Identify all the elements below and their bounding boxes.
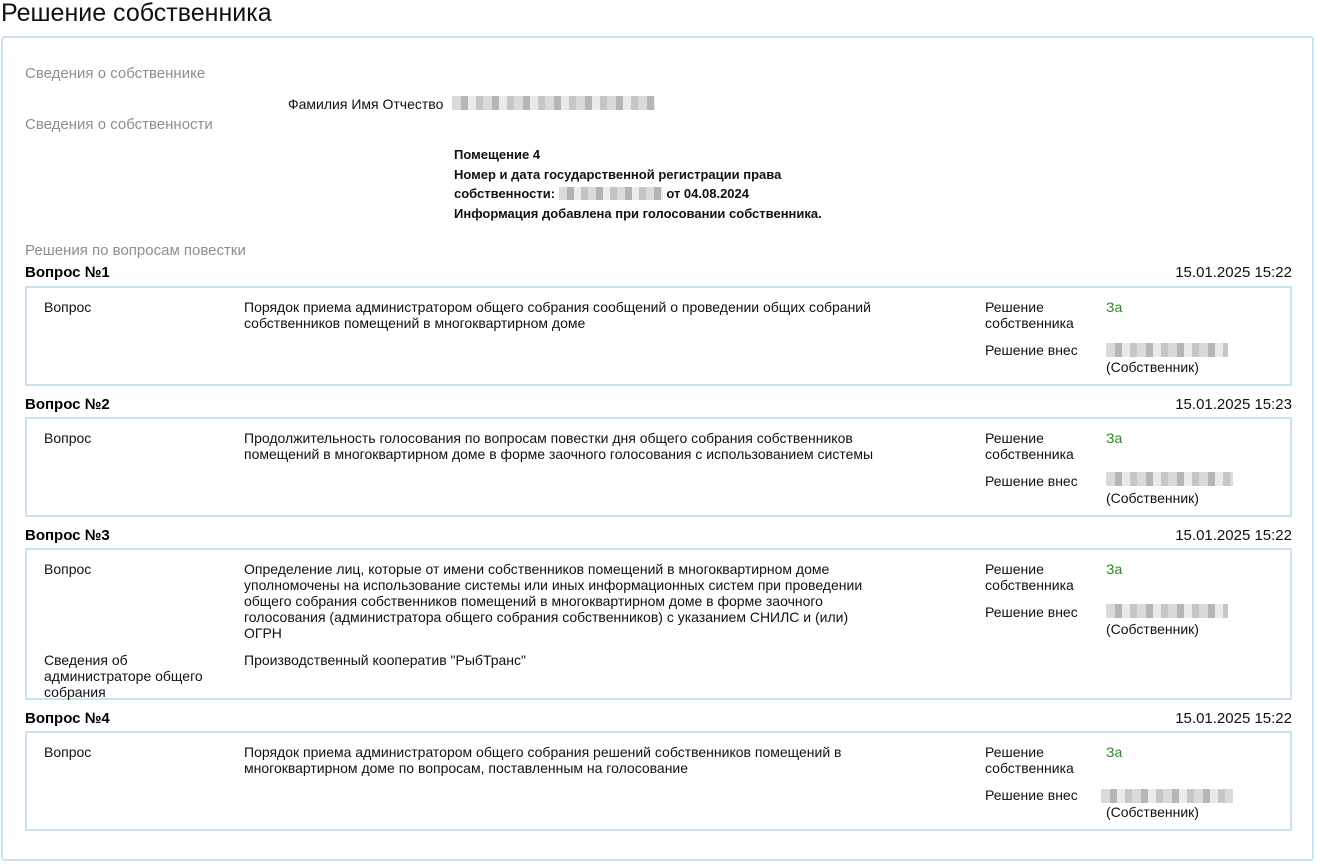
decision-label: Решение собственника [985,561,1074,593]
author-label: Решение внес [985,604,1078,620]
author-label: Решение внес [985,342,1078,358]
question-text: Порядок приема администратором общего собрания сообщений о проведении общих собраний собственников помещений в многоквартирном доме [244,299,871,331]
decision-label: Решение собственника [985,430,1074,462]
question-title: Вопрос №4 [25,710,110,727]
question-datetime: 15.01.2025 15:23 [1175,396,1292,413]
question-datetime: 15.01.2025 15:22 [1175,710,1292,727]
question-text: Определение лиц, которые от имени собственников помещений в многоквартирном доме уполномочены на использование системы или иных информационных систем при проведении общего собрания собственников помещений в многоквартирном доме в форме заочного голосования (администратора общего собрания собственников) с указанием СНИЛС и (или) ОГРН [244,561,863,641]
author-role: (Собственник) [1106,359,1199,375]
page-title: Решение собственника [1,0,272,27]
question-header [25,710,1292,730]
question-label: Вопрос [44,744,92,760]
author-name-redacted [1106,472,1233,486]
author-name-redacted [1106,604,1228,618]
registration-line: Номер и дата государственной регистрации права [454,166,782,182]
admin-value: Производственный кооператив "РыбТранс" [244,652,526,668]
question-card [25,417,1292,517]
question-datetime: 15.01.2025 15:22 [1175,527,1292,544]
decision-value: За [1106,299,1123,315]
question-header [25,527,1292,547]
decision-label: Решение собственника [985,744,1074,776]
property-info-note: Информация добавлена при голосовании собственника. [454,205,822,221]
property-section-title: Сведения о собственности [25,116,213,133]
question-title: Вопрос №2 [25,396,110,413]
author-name-redacted [1106,343,1228,357]
registration-number-redacted [559,187,663,200]
question-text: Порядок приема администратором общего собрания решений собственников помещений в многоквартирном доме по вопросам, поставленным на голосование [244,744,842,776]
question-card [25,286,1292,386]
question-card [25,731,1292,831]
decision-value: За [1106,744,1123,760]
fio-label: Фамилия Имя Отчество [288,96,444,112]
decision-value: За [1106,561,1123,577]
author-label: Решение внес [985,787,1078,803]
question-datetime: 15.01.2025 15:22 [1175,264,1292,281]
registration-number-line [454,184,854,204]
admin-label: Сведения об администраторе общего собрания [44,652,203,700]
registration-date: от 04.08.2024 [666,186,749,201]
author-role: (Собственник) [1106,621,1199,637]
room-name: Помещение 4 [454,147,541,162]
question-title: Вопрос №1 [25,264,110,281]
question-label: Вопрос [44,561,92,577]
author-name-redacted [1101,789,1233,803]
question-header [25,264,1292,284]
decisions-section-title: Решения по вопросам повестки [25,242,246,259]
question-card [25,548,1292,700]
registration-prefix: собственности: [454,186,556,201]
fio-value-redacted [452,96,655,110]
question-header [25,396,1292,416]
author-role: (Собственник) [1106,490,1199,506]
decision-value: За [1106,430,1123,446]
decision-label: Решение собственника [985,299,1074,331]
owner-section-title: Сведения о собственнике [25,65,206,82]
question-title: Вопрос №3 [25,527,110,544]
property-details [454,145,854,223]
author-label: Решение внес [985,473,1078,489]
question-label: Вопрос [44,299,92,315]
author-role: (Собственник) [1106,804,1199,820]
question-label: Вопрос [44,430,92,446]
question-text: Продолжительность голосования по вопросам повестки дня общего собрания собственников помещений в многоквартирном доме в форме заочного голосования с использованием системы [244,430,874,462]
